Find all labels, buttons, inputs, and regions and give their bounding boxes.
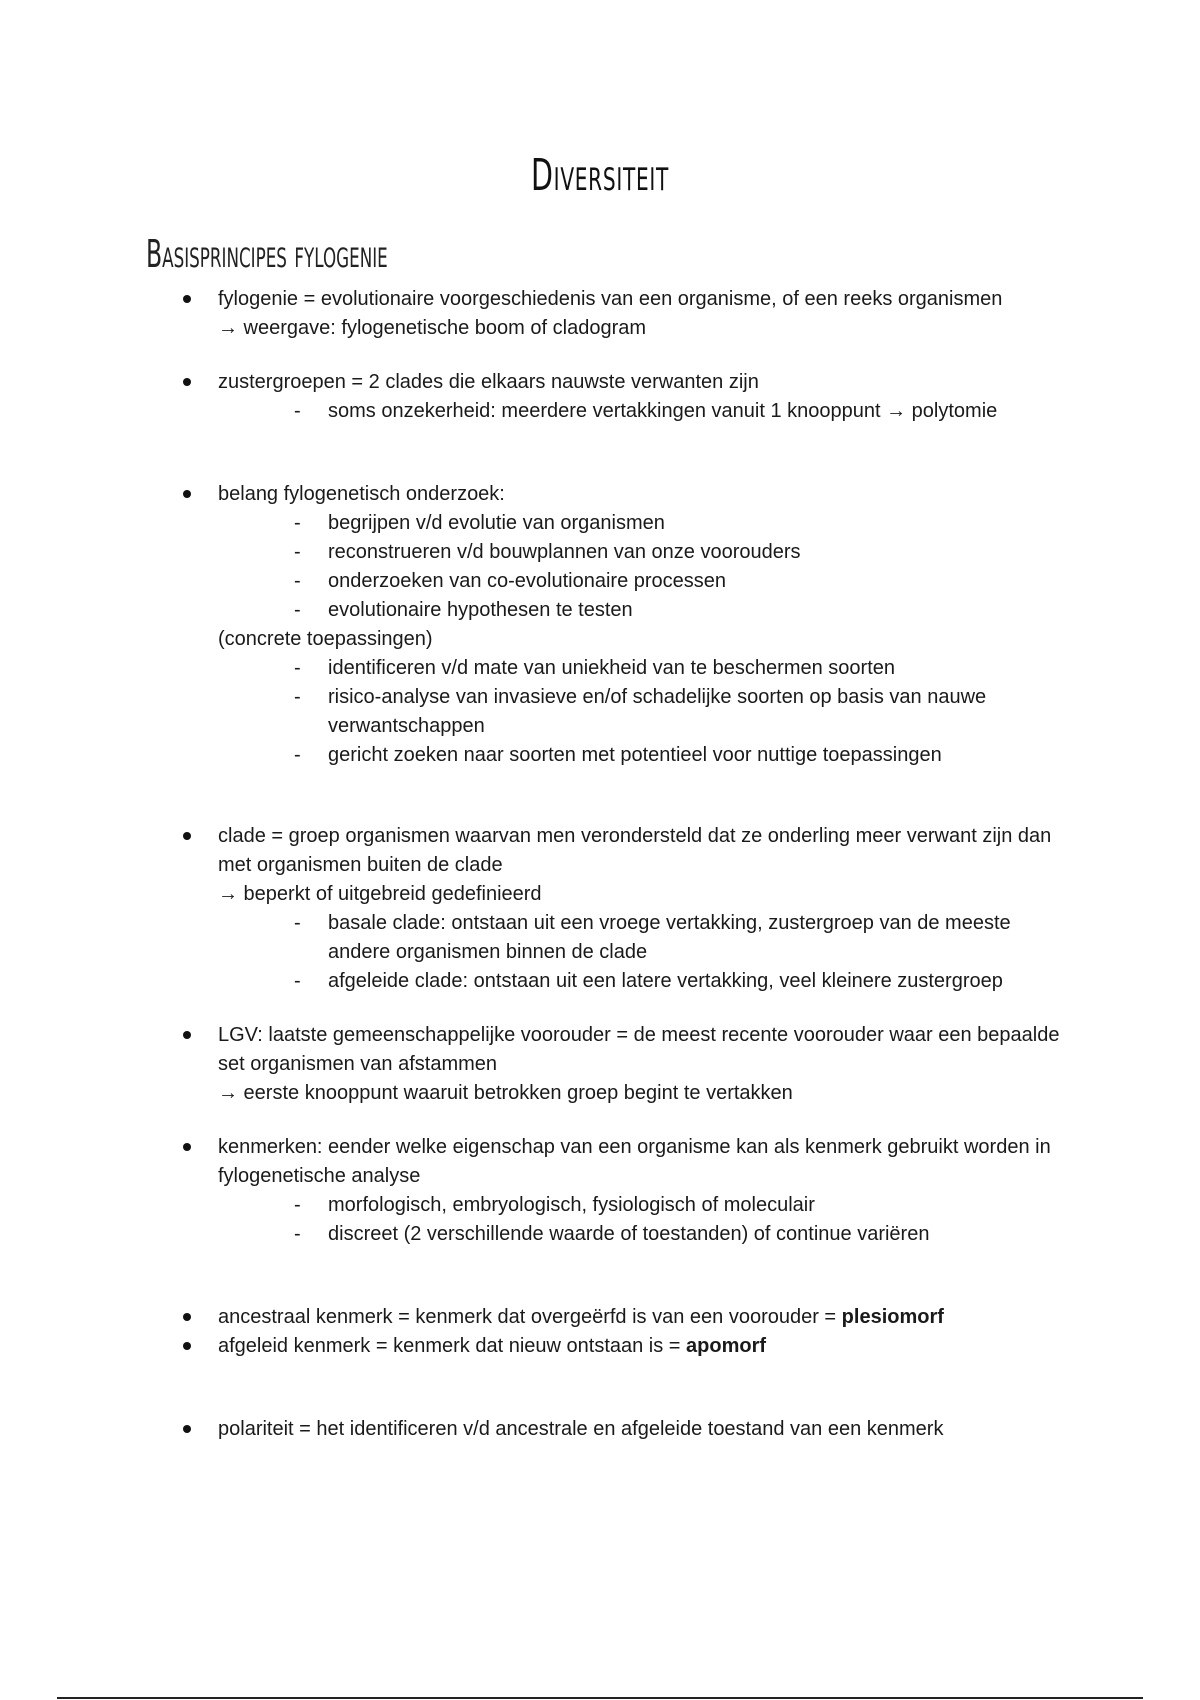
sub-item: - begrijpen v/d evolutie van organismen <box>218 509 1070 538</box>
bullet-dot-icon <box>183 295 191 303</box>
bullet-clade <box>180 822 1070 996</box>
bullet-text: belang fylogenetisch onderzoek: <box>218 483 505 505</box>
bullet-dot-icon <box>183 1143 191 1151</box>
bullet-text: kenmerken: eender welke eigenschap van een organisme kan als kenmerk gebruikt worden in fylogenetische analyse <box>218 1136 1051 1187</box>
term-bold: plesiomorf <box>841 1306 944 1328</box>
term-bold: apomorf <box>686 1335 767 1357</box>
sub-item: - soms onzekerheid: meerdere vertakkingen vanuit 1 knooppunt → polytomie <box>218 397 1070 426</box>
dash-icon: - <box>294 599 301 621</box>
sub-item: - discreet (2 verschillende waarde of toestanden) of continue variëren <box>218 1220 1070 1249</box>
page-title: Diversiteit <box>531 150 669 201</box>
dash-icon: - <box>294 912 301 934</box>
bullet-zustergroepen <box>180 368 1070 426</box>
sub-item: - gericht zoeken naar soorten met potentieel voor nuttige toepassingen <box>218 741 1070 770</box>
bullet-text: clade = groep organismen waarvan men verondersteld dat ze onderling meer verwant zijn dan met organismen buiten de clade <box>218 825 1052 876</box>
bullet-dot-icon <box>183 1031 191 1039</box>
sub-item: - risico-analyse van invasieve en/of schadelijke soorten op basis van nauwe verwantschappen <box>218 683 1070 741</box>
bullet-text: polariteit = het identificeren v/d ancestrale en afgeleide toestand van een kenmerk <box>218 1418 944 1440</box>
sub-item: - morfologisch, embryologisch, fysiologisch of moleculair <box>218 1191 1070 1220</box>
sub-item: - onderzoeken van co-evolutionaire processen <box>218 567 1070 596</box>
bullet-afgeleid <box>180 1332 1070 1361</box>
bullet-text: ancestraal kenmerk = kenmerk dat overgeërfd is van een voorouder = plesiomorf <box>218 1306 944 1328</box>
bullet-dot-icon <box>183 490 191 498</box>
sub-item: - evolutionaire hypothesen te testen <box>218 596 1070 625</box>
dash-icon: - <box>294 744 301 766</box>
dash-icon: - <box>294 1223 301 1245</box>
dash-icon: - <box>294 541 301 563</box>
bullet-text: afgeleid kenmerk = kenmerk dat nieuw ontstaan is = apomorf <box>218 1335 767 1357</box>
notes-content <box>180 285 1070 1444</box>
bullet-lgv <box>180 1021 1070 1108</box>
bullet-ancestraal <box>180 1303 1070 1332</box>
sub-item: - identificeren v/d mate van uniekheid van te beschermen soorten <box>218 654 1070 683</box>
sub-item: - basale clade: ontstaan uit een vroege vertakking, zustergroep van de meeste andere organismen binnen de clade <box>218 909 1070 967</box>
bullet-text: zustergroepen = 2 clades die elkaars nauwste verwanten zijn <box>218 371 759 393</box>
bullet-polariteit <box>180 1415 1070 1444</box>
dash-icon: - <box>294 400 301 422</box>
arrow-note: → eerste knooppunt waaruit betrokken groep begint te vertakken <box>218 1082 793 1104</box>
dash-icon: - <box>294 970 301 992</box>
bullet-kenmerken <box>180 1133 1070 1249</box>
arrow-note: → beperkt of uitgebreid gedefinieerd <box>218 883 542 905</box>
dash-icon: - <box>294 1194 301 1216</box>
arrow-note: → weergave: fylogenetische boom of cladogram <box>218 317 647 339</box>
bullet-text: fylogenie = evolutionaire voorgeschiedenis van een organisme, of een reeks organismen <box>218 288 1003 310</box>
bullet-dot-icon <box>183 378 191 386</box>
bullet-fylogenie <box>180 285 1070 343</box>
note-text: (concrete toepassingen) <box>218 628 433 650</box>
dash-icon: - <box>294 657 301 679</box>
dash-icon: - <box>294 686 301 708</box>
bullet-belang <box>180 480 1070 770</box>
bullet-dot-icon <box>183 1342 191 1350</box>
sub-item: - afgeleide clade: ontstaan uit een latere vertakking, veel kleinere zustergroep <box>218 967 1070 996</box>
footer-rule <box>57 1697 1143 1699</box>
section-title: Basisprincipes fylogenie <box>146 232 388 276</box>
bullet-text: LGV: laatste gemeenschappelijke voorouder = de meest recente voorouder waar een bepaalde set organismen van afstammen <box>218 1024 1060 1075</box>
bullet-dot-icon <box>183 1425 191 1433</box>
sub-item: - reconstrueren v/d bouwplannen van onze voorouders <box>218 538 1070 567</box>
dash-icon: - <box>294 570 301 592</box>
bullet-dot-icon <box>183 1313 191 1321</box>
dash-icon: - <box>294 512 301 534</box>
bullet-dot-icon <box>183 832 191 840</box>
